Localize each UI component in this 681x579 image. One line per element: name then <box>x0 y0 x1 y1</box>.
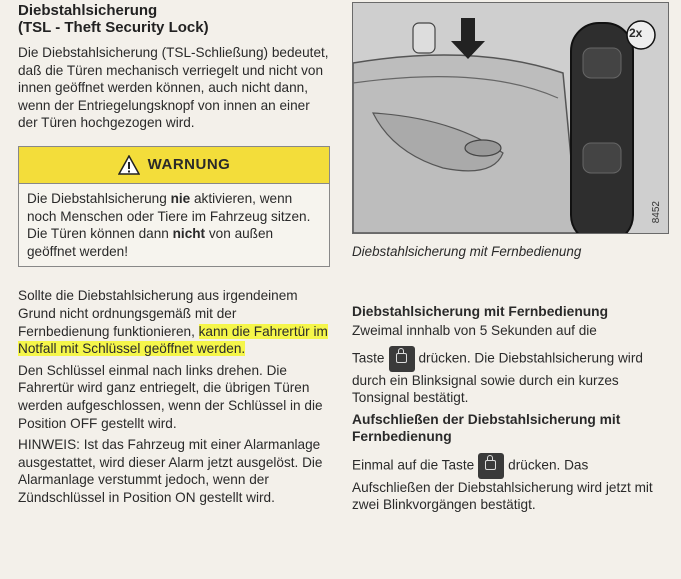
remote-unlock-title: Aufschließen der Diebstahlsicherung mit Fernbedienung <box>352 411 621 444</box>
remote-unlock-text <box>352 453 667 514</box>
door-remote-illustration <box>352 2 669 234</box>
warning-triangle-icon <box>118 155 140 175</box>
remote-lock-rest: drücken. Die Diebstahlsicherung wird durch ein Blinksignal sowie durch ein kurzes Tonsignal bestätigt. <box>352 350 643 406</box>
warning-header <box>19 147 329 184</box>
unlock-intro: Einmal auf die Taste <box>352 457 475 473</box>
highlighted-text: kann die Fahrertür im Notfall mit Schlüssel geöffnet werden. <box>18 323 328 357</box>
warning-text-part: aktivieren, wenn noch Menschen oder Tiere im Fahrzeug sitzen. Die Türen können dann <box>27 190 311 242</box>
remote-lock-title: Diebstahlsicherung mit Fernbedienung <box>352 304 609 319</box>
remote-unlock-rest: drücken. Das Aufschließen der Diebstahlsicherung wird jetzt mit zwei Blinkvorgängen bestätigt. <box>352 457 653 513</box>
warning-label: WARNUNG <box>147 156 231 174</box>
warning-box <box>18 146 330 267</box>
emergency-paragraph <box>18 287 330 357</box>
intro-paragraph: Die Diebstahlsicherung (TSL-Schließung) bedeutet, daß die Türen mechanisch verriegelt und nicht von innen geöffnet werden können, auch nicht dann, wenn der Entriegelungsknopf von innen an einer der Türen hochgezogen wird. <box>18 45 329 131</box>
remote-lock-text <box>352 346 667 407</box>
warning-text-part: Die Diebstahlsicherung <box>27 190 171 206</box>
warning-text <box>19 184 329 266</box>
twice-badge: 2x <box>629 26 643 40</box>
lock-button-icon <box>478 453 504 479</box>
figure-number: 8452 <box>651 200 662 223</box>
emergency-text: Sollte die Diebstahlsicherung aus irgendeinem Grund nicht ordnungsgemäß mit der Fernbedienung funktionieren, <box>18 288 298 339</box>
note-paragraph: HINWEIS: Ist das Fahrzeug mit einer Alarmanlage ausgestattet, wird dieser Alarm jetzt ausgelöst. Die Alarmanlage verstummt jedoch, wenn der Zündschlüssel in Position ON gestellt wird. <box>18 437 323 505</box>
taste-label: Taste <box>352 350 385 366</box>
left-column <box>18 2 330 506</box>
door-remote-drawing <box>353 3 668 233</box>
key-paragraph: Den Schlüssel einmal nach links drehen. Die Fahrertür wird ganz entriegelt, die übrigen Türen werden aufgeschlossen, wenn der Schlüssel in die Position OFF gestellt wird. <box>18 362 323 431</box>
warning-emphasis: nie <box>170 190 191 206</box>
section-subtitle: (TSL - Theft Security Lock) <box>18 19 209 36</box>
section-title: Diebstahlsicherung <box>18 2 158 19</box>
figure-caption: Diebstahlsicherung mit Fernbedienung <box>352 244 582 259</box>
right-column <box>352 2 667 514</box>
warning-text-part: von außen geöffnet werden! <box>27 226 274 259</box>
remote-lock-line1: Zweimal innhalb von 5 Sekunden auf die <box>352 323 597 338</box>
warning-emphasis: nicht <box>172 226 206 242</box>
lock-button-icon <box>389 346 415 372</box>
